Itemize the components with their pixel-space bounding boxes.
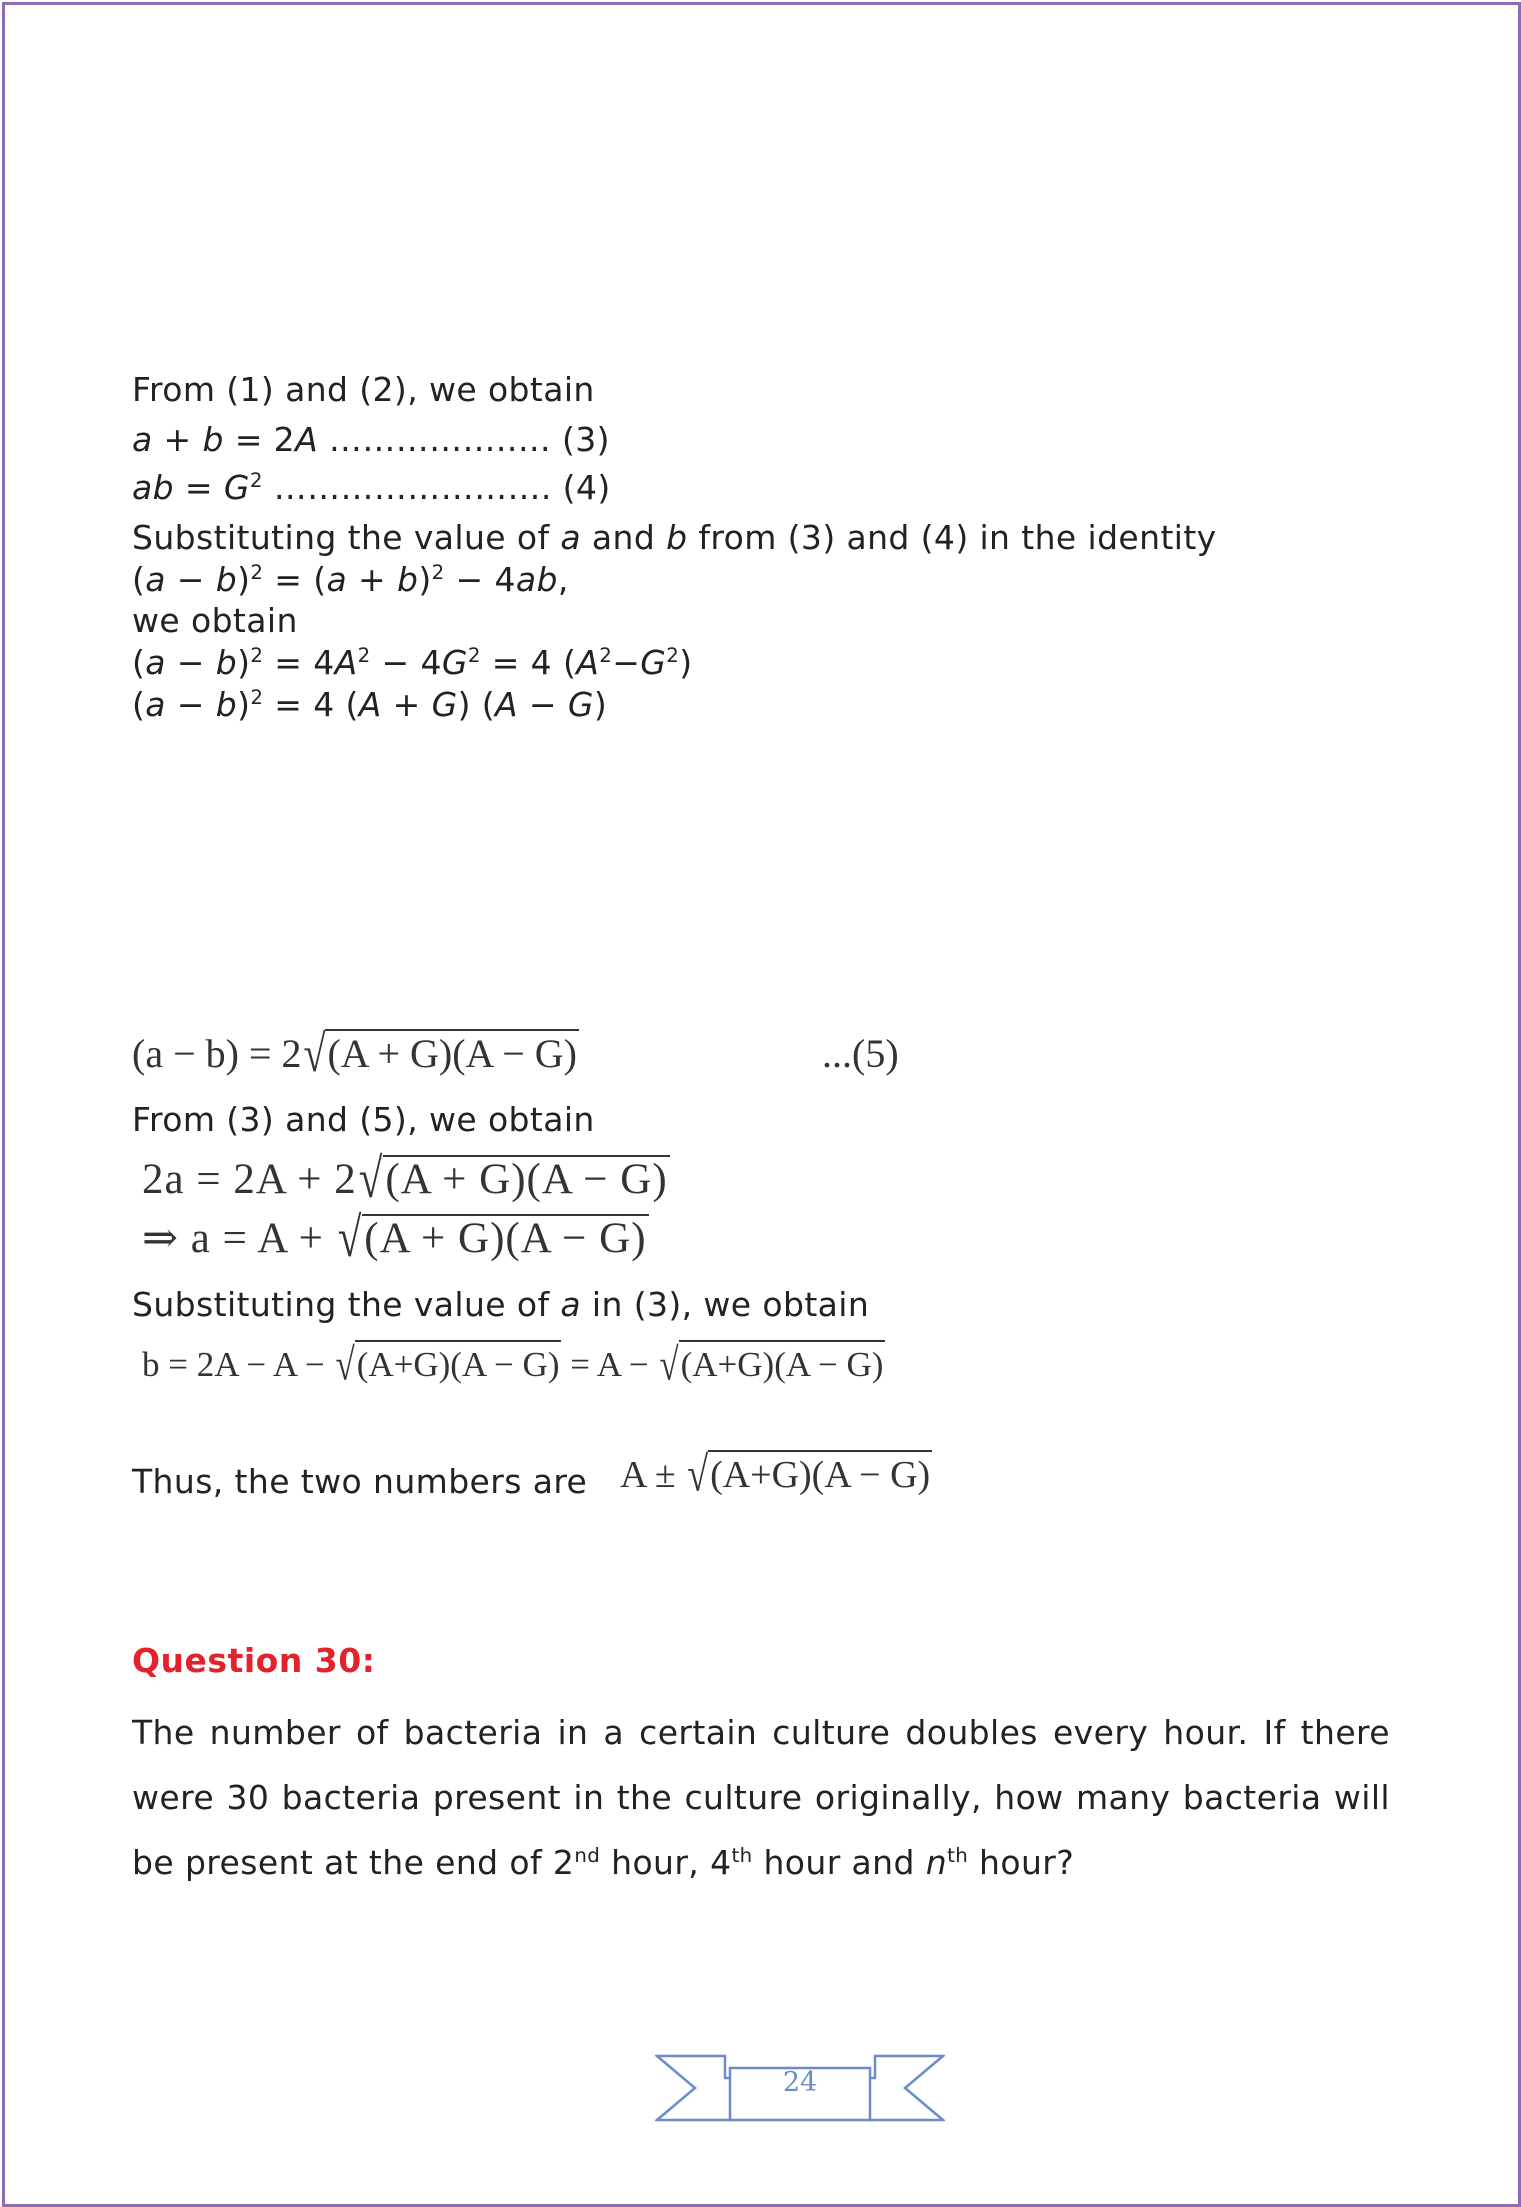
equation-diff-squared-2: $(a - b)^2 = 4$ (A + G) (A − G) bbox=[132, 685, 608, 724]
text-we-obtain: we obtain bbox=[132, 601, 298, 640]
page-number: 24 bbox=[782, 2067, 818, 2098]
equation-5-label: ...(5) bbox=[822, 1031, 899, 1076]
equation-4: ab = $G^2$ ……………………. (4) bbox=[132, 468, 611, 507]
question-title: Question 30: bbox=[132, 1641, 376, 1680]
equation-3: a + b = 2A ……………..… (3) bbox=[132, 420, 610, 459]
equation-final-numbers: A ± √(A+G)(A − G) bbox=[620, 1447, 931, 1503]
text-from-3-and-5: From (3) and (5), we obtain bbox=[132, 1100, 595, 1139]
equation-2a: 2a = 2A + 2√(A + G)(A − G) bbox=[142, 1148, 668, 1210]
text-thus-two-numbers: Thus, the two numbers are bbox=[132, 1462, 588, 1501]
question-body: The number of bacteria in a certain culture doubles every hour. If there were 30 bacteria present in the culture originally, how many bacteria will be present at the end of 2nd hour, 4th hour and $n^{th}$ hour? bbox=[132, 1713, 1390, 1882]
text-from-1-and-2: From (1) and (2), we obtain bbox=[132, 370, 595, 409]
equation-5: (a − b) = 2√(A + G)(A − G) bbox=[132, 1024, 577, 1083]
equation-b-solution: b = 2A − A − √(A+G)(A − G) = A − √(A+G)(A − G) bbox=[142, 1339, 884, 1390]
equation-diff-squared-1: $(a - b)^2 = 4A^2 - 4G^2 = 4$ $(A^2-G^2)$ bbox=[132, 643, 693, 682]
text-substituting-a: Substituting the value of a in (3), we obtain bbox=[132, 1285, 870, 1324]
equation-identity: $(a - b)^2 = (a + b)^2 - 4ab$, bbox=[132, 560, 569, 599]
equation-a-solution: ⇒ a = A + √(A + G)(A − G) bbox=[142, 1207, 647, 1269]
text-substituting-identity: Substituting the value of a and b from (3) and (4) in the identity bbox=[132, 518, 1217, 557]
